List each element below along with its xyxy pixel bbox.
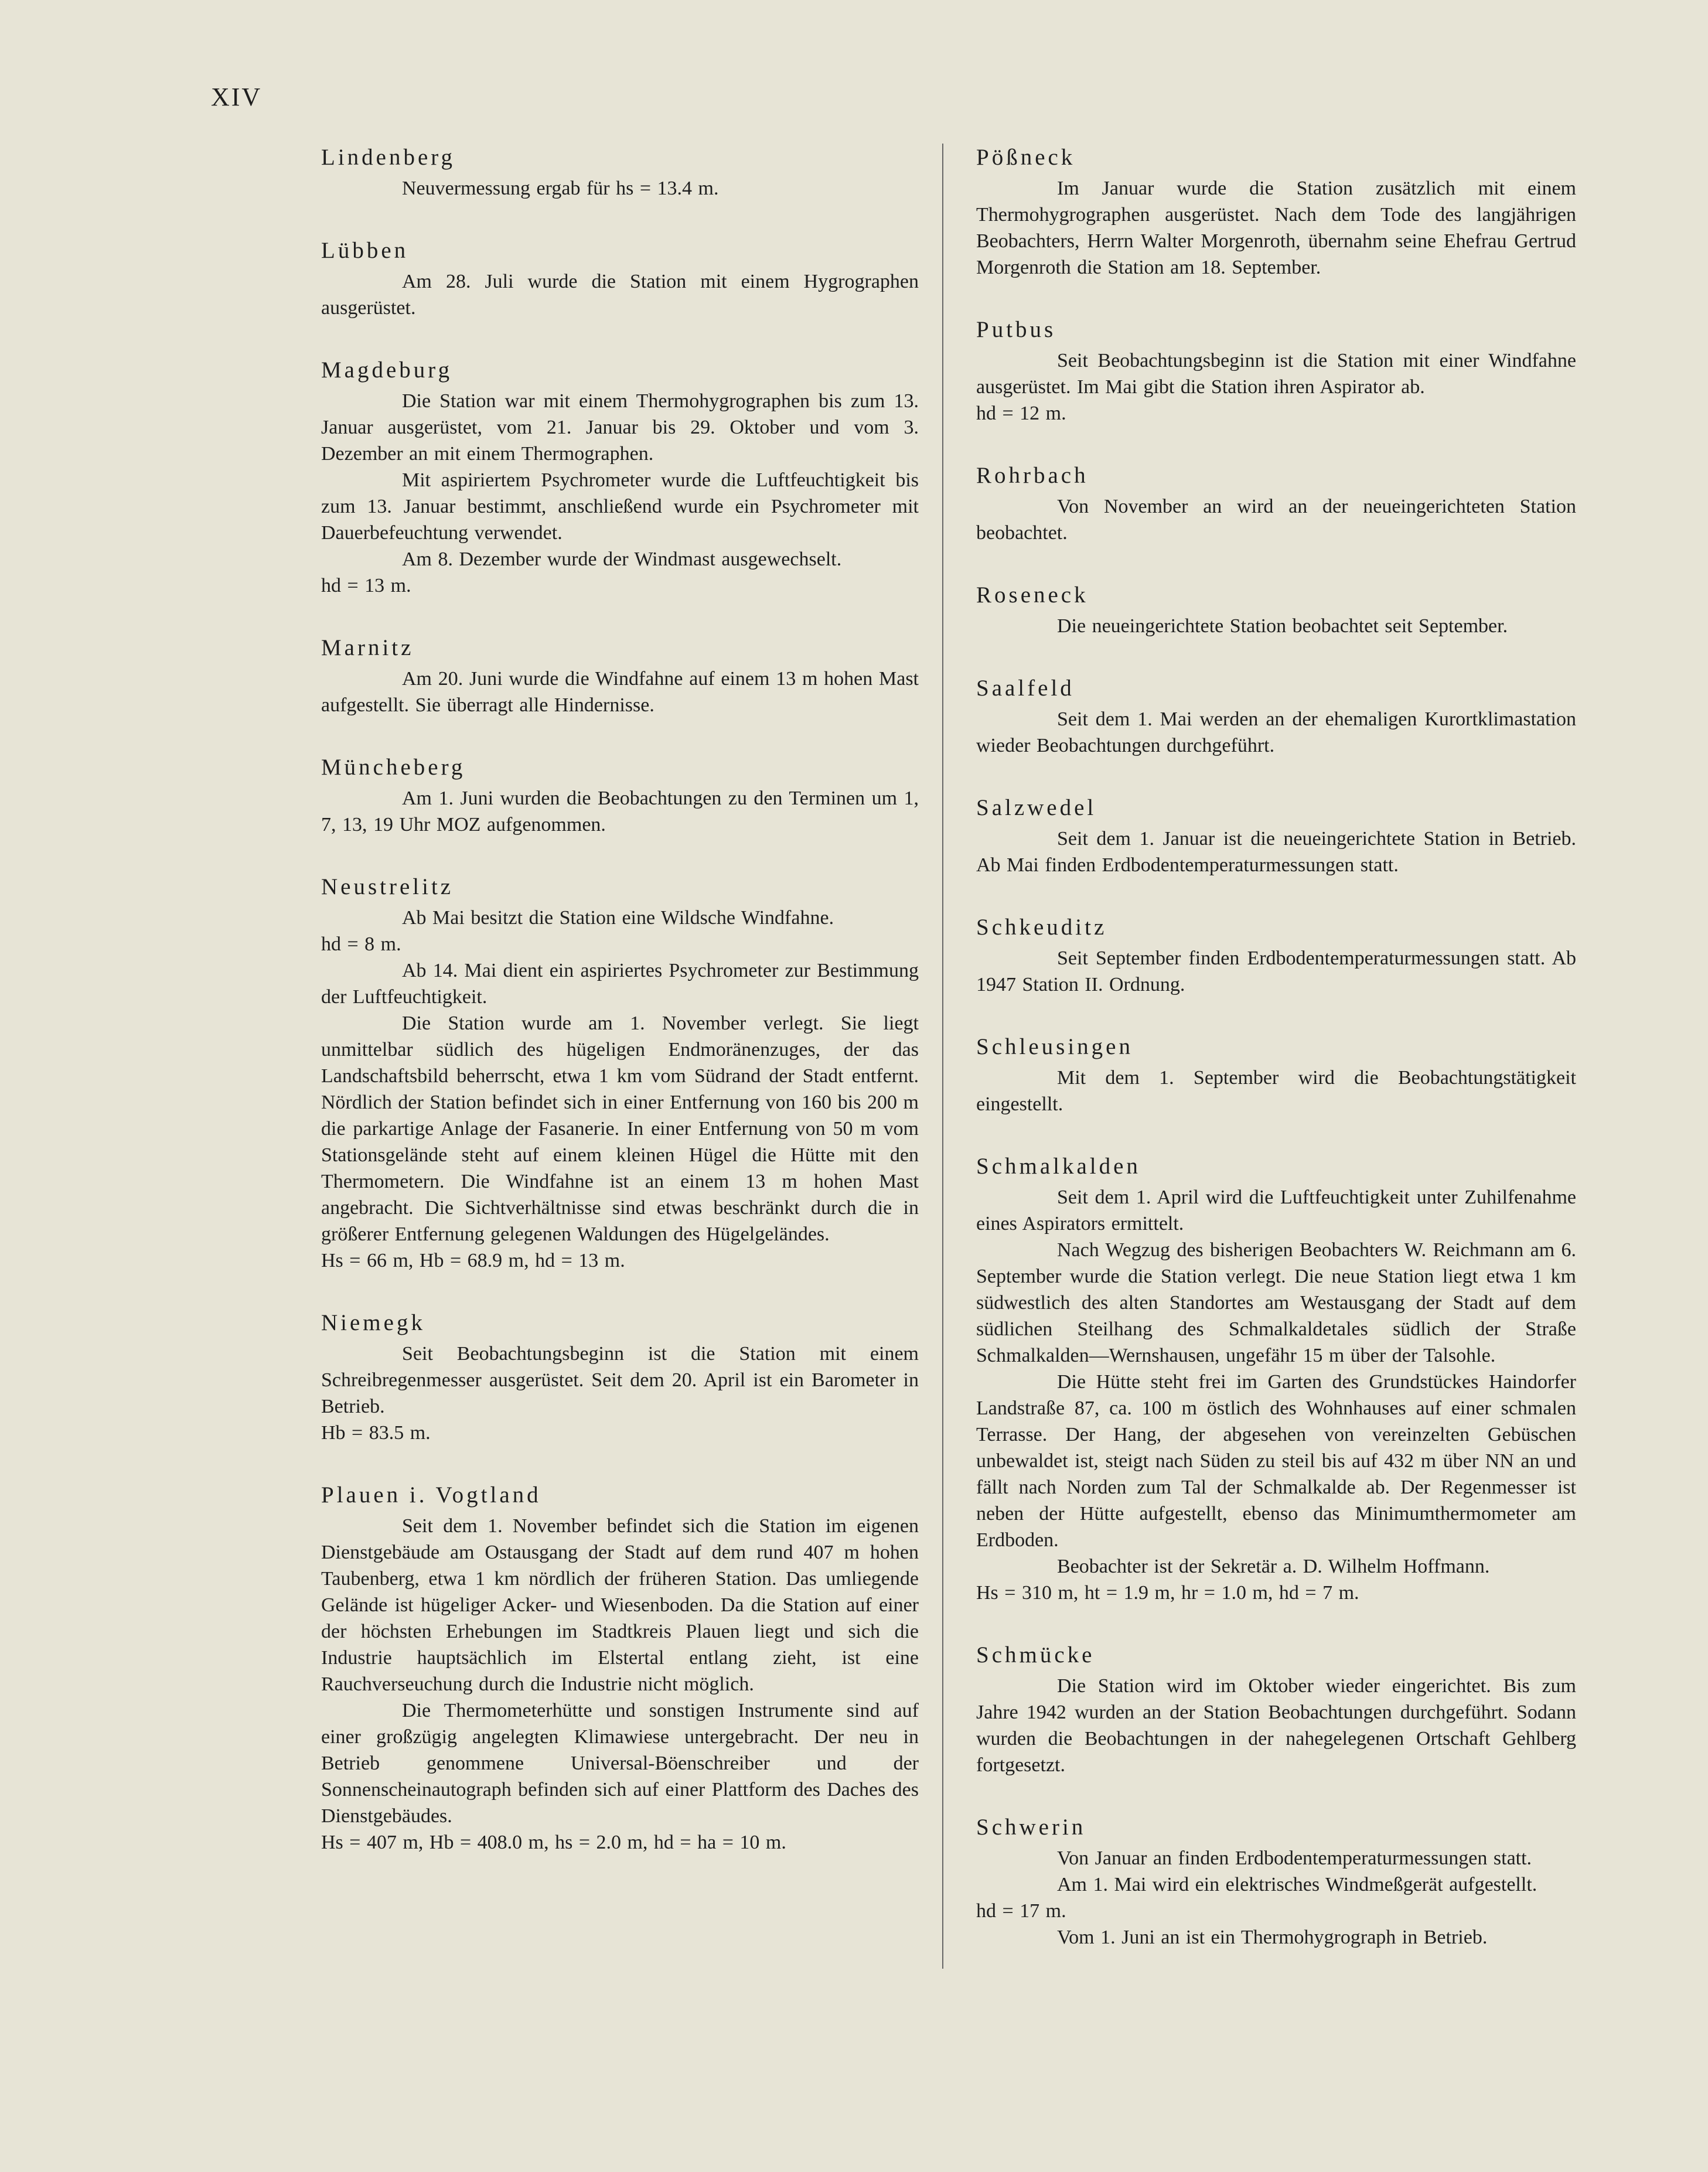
station-paragraph: Die Hütte steht frei im Garten des Grundstückes Haindorfer Landstraße 87, ca. 100 m östlich des Wohnhauses auf einer schmalen Terrasse. Der Hang, der abgesehen von vereinzelten Gebüschen unbewaldet ist, steigt nach Süden zu steil bis auf 432 m über NN an und fällt nach Norden zum Tal der Schmalkalde ab. Der Regenmesser ist neben der Hütte aufgestellt, ebenso das Minimumthermometer am Erdboden. [976, 1371, 1576, 1551]
station-paragraph: Hs = 66 m, Hb = 68.9 m, hd = 13 m. [321, 1250, 625, 1271]
station-marnitz [321, 634, 919, 718]
station-paragraph: Nach Wegzug des bisherigen Beobachters W. Reichmann am 6. September wurde die Station verlegt. Die neue Station liegt etwa 1 km südwestlich des alten Standortes am Westausgang der Stadt auf dem südlichen Steilhang des Schmalkaldetales südlich der Straße Schmalkalden—Wernshausen, ungefähr 15 m über der Talsohle. [976, 1239, 1576, 1366]
station-paragraph: hd = 8 m. [321, 933, 401, 955]
station-putbus [976, 316, 1576, 427]
station-name: Plauen i. Vogtland [321, 1482, 541, 1508]
station-paragraph: Von November an wird an der neueingerichteten Station beobachtet. [976, 496, 1576, 544]
station-paragraph: Am 20. Juni wurde die Windfahne auf einem 13 m hohen Mast aufgestellt. Sie überragt alle Hindernisse. [321, 668, 919, 716]
station-name: Schwerin [976, 1815, 1086, 1840]
left-column [321, 144, 919, 1891]
station-niemegk [321, 1309, 919, 1446]
station-paragraph: Die Thermometerhütte und sonstigen Instrumente sind auf einer großzügig angelegten Klimawiese untergebracht. Der neu in Betrieb genommene Universal-Böenschreiber und der Sonnenscheinautograph befinden sich auf einer Plattform des Daches des Dienstgebäudes. [321, 1700, 919, 1827]
station-paragraph: Die Station war mit einem Thermohygrographen bis zum 13. Januar ausgerüstet, vom 21. Januar bis 29. Oktober und vom 3. Dezember an mit einem Thermographen. [321, 390, 919, 465]
station-name: Schmücke [976, 1642, 1095, 1668]
station-schmucke [976, 1641, 1576, 1778]
station-name: Schkeuditz [976, 915, 1107, 940]
station-name: Lindenberg [321, 145, 456, 170]
station-paragraph: hd = 12 m. [976, 403, 1066, 424]
station-paragraph: Im Januar wurde die Station zusätzlich mit einem Thermohygrographen ausgerüstet. Nach dem Tode des langjährigen Beobachters, Herrn Walter Morgenroth, übernahm seine Ehefrau Gertrud Morgenroth die Station am 18. September. [976, 178, 1576, 278]
page-number: XIV [211, 83, 262, 111]
station-paragraph: Hs = 407 m, Hb = 408.0 m, hs = 2.0 m, hd = ha = 10 m. [321, 1832, 786, 1853]
right-column [976, 144, 1576, 1986]
station-name: Saalfeld [976, 676, 1075, 701]
station-name: Schmalkalden [976, 1154, 1141, 1179]
station-paragraph: Am 8. Dezember wurde der Windmast ausgewechselt. [402, 548, 842, 570]
station-name: Salzwedel [976, 795, 1097, 820]
station-paragraph: Seit Beobachtungsbeginn ist die Station mit einer Windfahne ausgerüstet. Im Mai gibt die Station ihren Aspirator ab. [976, 350, 1576, 398]
station-paragraph: Seit September finden Erdbodentemperaturmessungen statt. Ab 1947 Station II. Ordnung. [976, 947, 1576, 995]
station-paragraph: Neuvermessung ergab für hs = 13.4 m. [402, 178, 719, 199]
station-paragraph: Ab Mai besitzt die Station eine Wildsche Windfahne. [402, 907, 834, 929]
station-paragraph: Ab 14. Mai dient ein aspiriertes Psychrometer zur Bestimmung der Luftfeuchtigkeit. [321, 960, 919, 1008]
station-paragraph: Am 1. Mai wird ein elektrisches Windmeßgerät aufgestellt. [1057, 1874, 1537, 1895]
station-paragraph: Mit aspiriertem Psychrometer wurde die Luftfeuchtigkeit bis zum 13. Januar bestimmt, anschließend wurde ein Psychrometer mit Dauerbefeuchtung verwendet. [321, 469, 919, 544]
station-schmalkalden [976, 1153, 1576, 1606]
station-possneck [976, 144, 1576, 281]
station-plauen-i-vogtland [321, 1481, 919, 1856]
station-paragraph: Die Station wird im Oktober wieder eingerichtet. Bis zum Jahre 1942 wurden an der Station Beobachtungen durchgeführt. Sodann wurden die Beobachtungen in der nahegelegenen Ortschaft Gehlberg fortgesetzt. [976, 1675, 1576, 1776]
station-paragraph: Die neueingerichtete Station beobachtet seit September. [1057, 615, 1508, 637]
station-rohrbach [976, 462, 1576, 546]
station-schkeuditz [976, 913, 1576, 998]
station-paragraph: Hb = 83.5 m. [321, 1422, 431, 1444]
station-neustrelitz [321, 873, 919, 1274]
station-paragraph: Seit dem 1. November befindet sich die Station im eigenen Dienstgebäude am Ostausgang der Stadt auf dem rund 407 m hohen Taubenberg, etwa 1 km nördlich der früheren Station. Das umliegende Gelände ist hügeliger Acker- und Wiesenboden. Da die Station auf einer der höchsten Erhebungen im Stadtkreis Plauen liegt und sich die Industrie hauptsächlich im Elstertal entlang zieht, ist eine Rauchverseuchung durch die Industrie nicht möglich. [321, 1515, 919, 1695]
station-lindenberg [321, 144, 919, 202]
station-name: Rohrbach [976, 463, 1089, 488]
station-schwerin [976, 1813, 1576, 1951]
station-paragraph: Vom 1. Juni an ist ein Thermohygrograph in Betrieb. [1057, 1927, 1488, 1948]
station-paragraph: hd = 13 m. [321, 575, 411, 596]
station-salzwedel [976, 794, 1576, 878]
station-magdeburg [321, 356, 919, 599]
station-paragraph: Mit dem 1. September wird die Beobachtungstätigkeit eingestellt. [976, 1067, 1576, 1115]
station-paragraph: Seit dem 1. Januar ist die neueingerichtete Station in Betrieb. Ab Mai finden Erdbodentemperaturmessungen statt. [976, 828, 1576, 876]
station-name: Putbus [976, 317, 1056, 342]
station-name: Müncheberg [321, 755, 466, 780]
station-paragraph: hd = 17 m. [976, 1900, 1066, 1922]
station-paragraph: Von Januar an finden Erdbodentemperaturmessungen statt. [1057, 1847, 1532, 1869]
station-muncheberg [321, 753, 919, 838]
station-name: Schleusingen [976, 1034, 1133, 1059]
station-paragraph: Seit dem 1. April wird die Luftfeuchtigkeit unter Zuhilfenahme eines Aspirators ermittelt. [976, 1186, 1576, 1235]
station-paragraph: Beobachter ist der Sekretär a. D. Wilhelm Hoffmann. [1057, 1556, 1490, 1577]
station-paragraph: Am 1. Juni wurden die Beobachtungen zu den Terminen um 1, 7, 13, 19 Uhr MOZ aufgenommen. [321, 787, 919, 836]
station-name: Niemegk [321, 1310, 425, 1335]
station-name: Lübben [321, 238, 409, 263]
station-saalfeld [976, 674, 1576, 759]
column-divider [942, 144, 943, 1969]
station-name: Roseneck [976, 582, 1089, 608]
station-schleusingen [976, 1033, 1576, 1117]
station-name: Marnitz [321, 635, 414, 660]
station-roseneck [976, 581, 1576, 639]
station-name: Magdeburg [321, 357, 453, 383]
station-name: Neustrelitz [321, 874, 454, 899]
station-name: Pößneck [976, 145, 1076, 170]
station-paragraph: Die Station wurde am 1. November verlegt. Sie liegt unmittelbar südlich des hügeligen Endmoränenzuges, der das Landschaftsbild beherrscht, etwa 1 km vom Südrand der Stadt entfernt. Nördlich der Station befindet sich in einer Entfernung von 160 bis 200 m die parkartige Anlage der Fasanerie. In einer Entfernung von 50 m vom Stationsgelände steht auf einem kleinen Hügel die Hütte mit den Thermometern. Die Windfahne ist an einem 13 m hohen Mast angebracht. Die Sichtverhältnisse sind etwas beschränkt durch die in größerer Entfernung gelegenen Waldungen des Hügelgeländes. [321, 1012, 919, 1245]
station-paragraph: Hs = 310 m, ht = 1.9 m, hr = 1.0 m, hd = 7 m. [976, 1582, 1359, 1604]
station-paragraph: Seit Beobachtungsbeginn ist die Station mit einem Schreibregenmesser ausgerüstet. Seit dem 20. April ist ein Barometer in Betrieb. [321, 1343, 919, 1417]
station-paragraph: Am 28. Juli wurde die Station mit einem Hygrographen ausgerüstet. [321, 271, 919, 319]
station-paragraph: Seit dem 1. Mai werden an der ehemaligen Kurortklimastation wieder Beobachtungen durchgeführt. [976, 708, 1576, 756]
station-lubben [321, 237, 919, 321]
